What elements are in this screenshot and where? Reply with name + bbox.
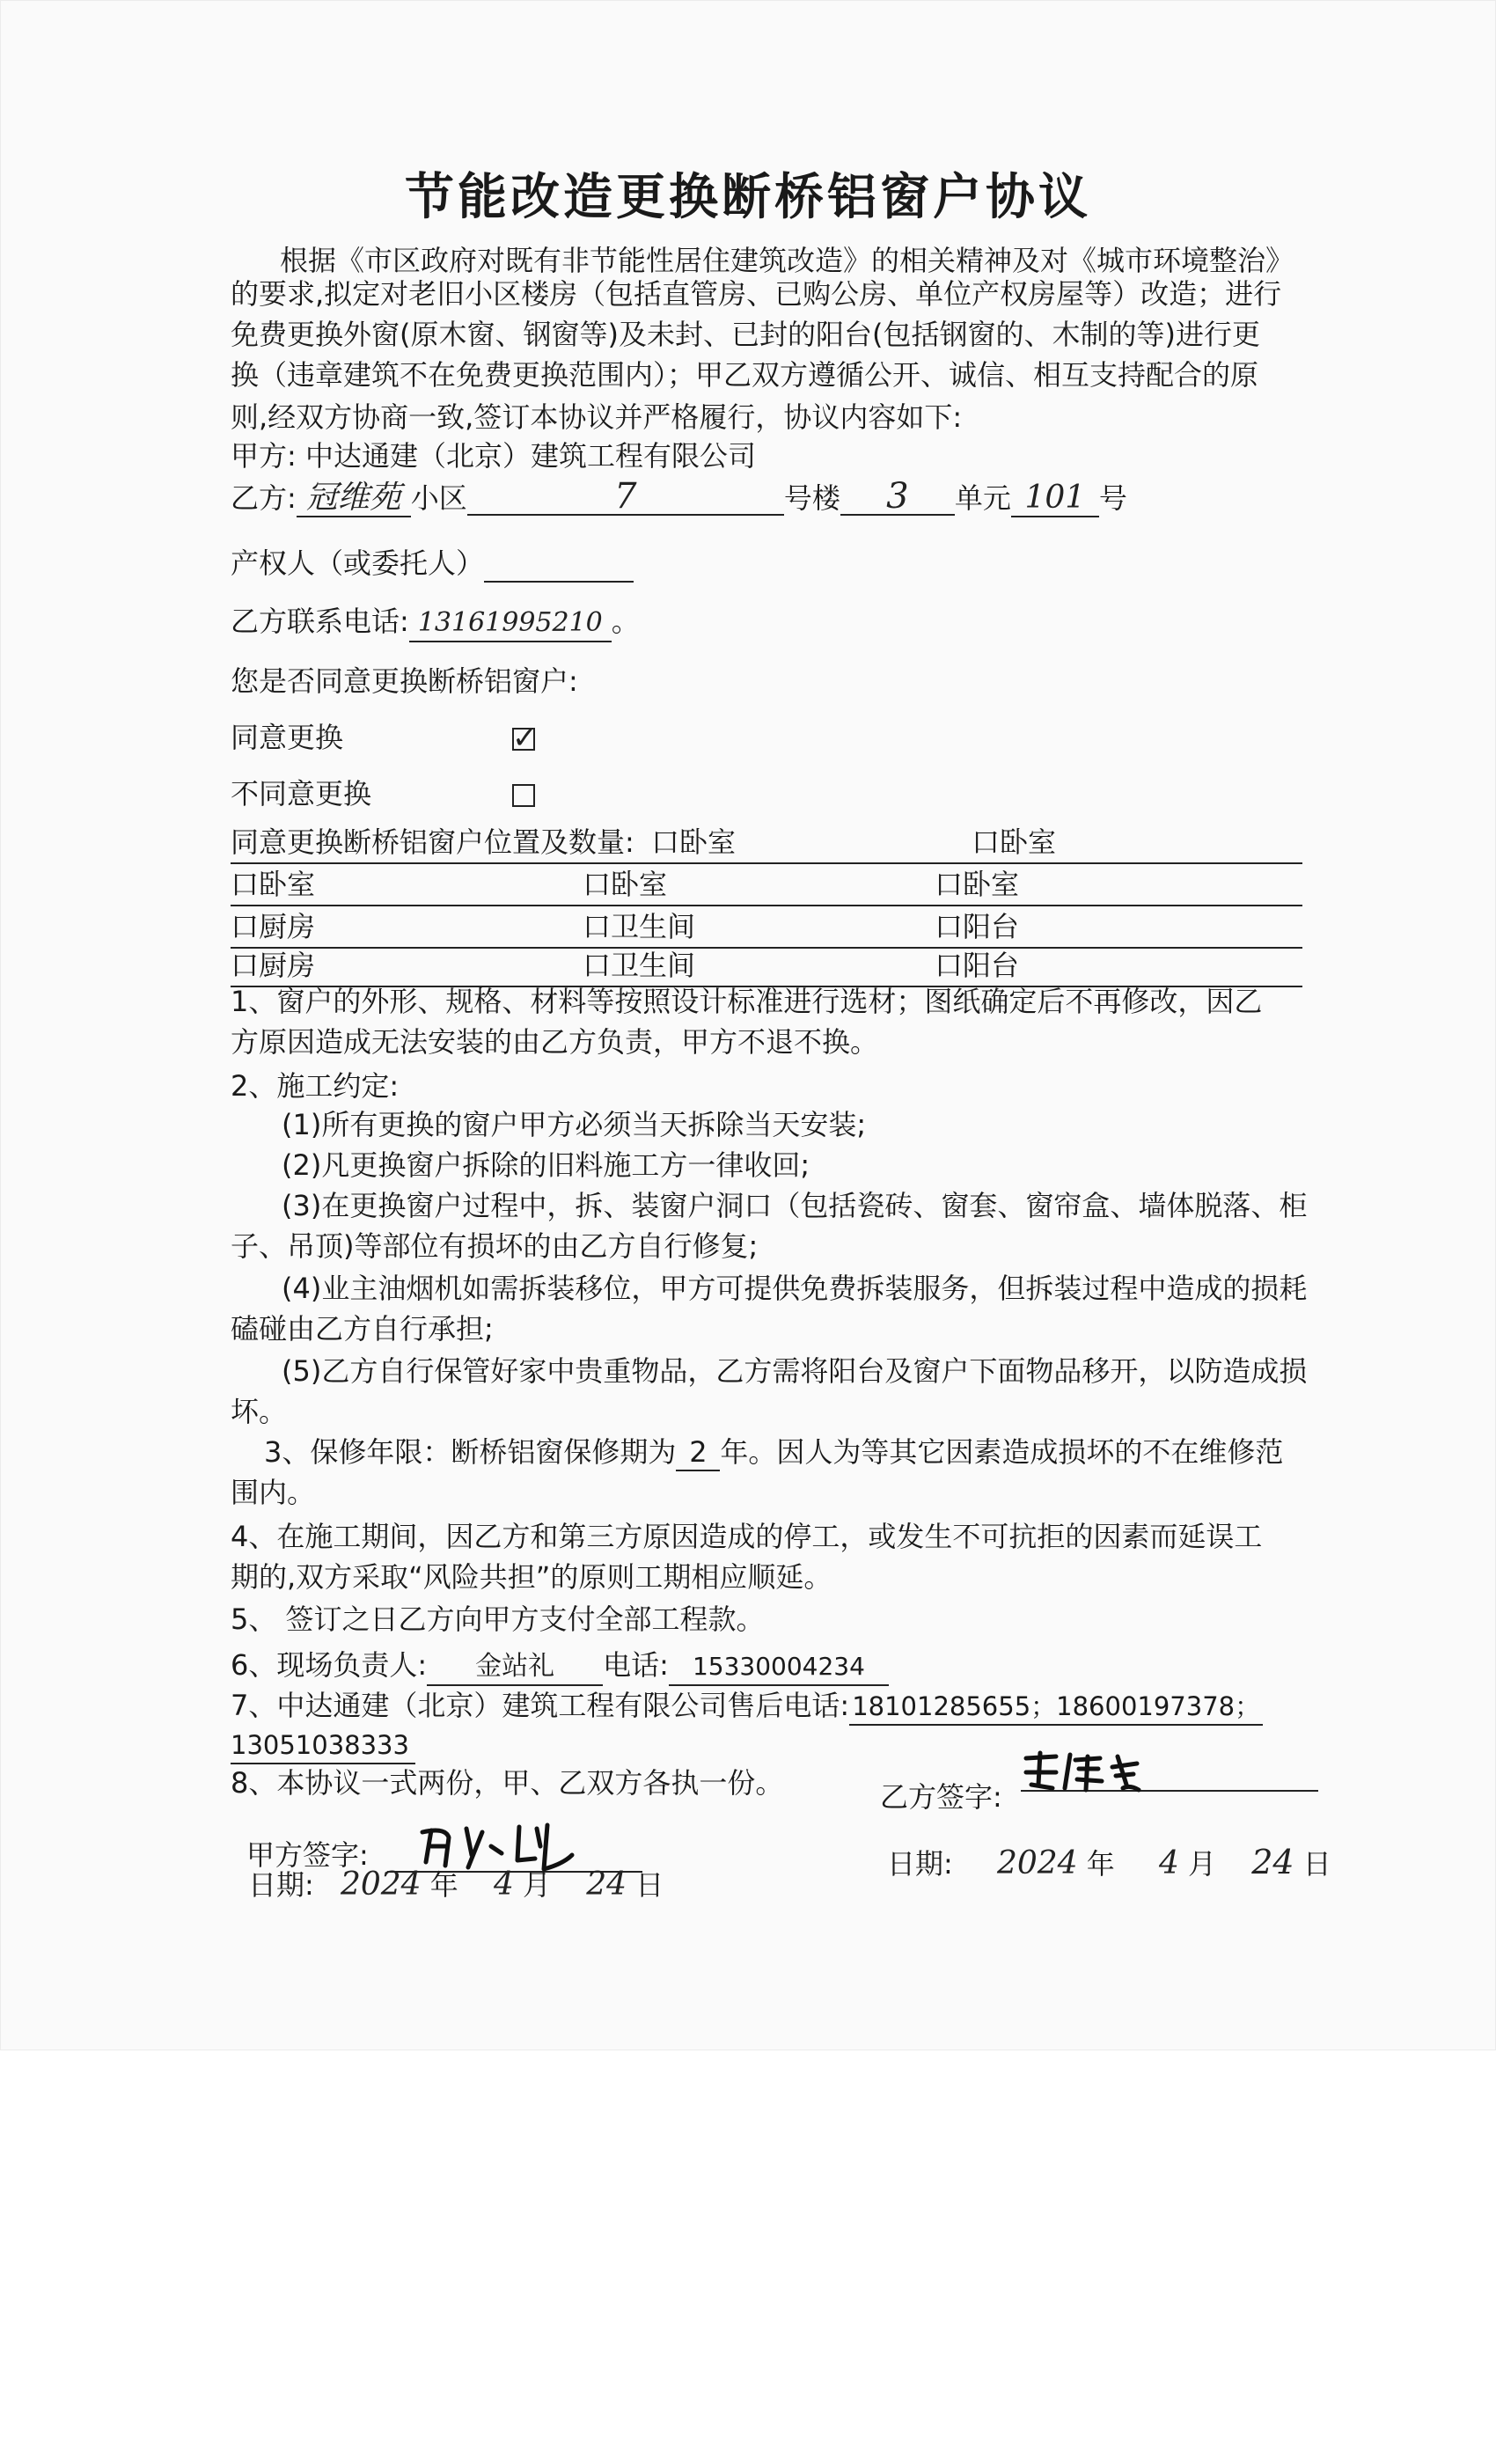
- clause-1-line: 方原因造成无法安装的由乙方负责，甲方不退不换。: [231, 1025, 879, 1059]
- intro-line: 则,经双方协商一致,签订本协议并严格履行，协议内容如下:: [231, 400, 963, 434]
- position-option[interactable]: 口卧室: [231, 868, 316, 901]
- unit-suffix: 单元: [954, 481, 1011, 515]
- clause-3-line: [264, 1429, 1283, 1475]
- clause-3-post: 年。因人为等其它因素造成损坏的不在维修范: [720, 1435, 1284, 1469]
- disagree-checkbox[interactable]: [512, 784, 535, 807]
- community-suffix: 小区: [410, 481, 467, 515]
- positions-row: [231, 906, 1302, 949]
- party-b-signature-ink: [1021, 1749, 1318, 1793]
- clause-6-line: [231, 1642, 889, 1688]
- party-b-sign-label-text: 乙方签字:: [880, 1780, 1002, 1814]
- clause-6-phone-label: 电话:: [603, 1648, 669, 1682]
- clause-2-item: (3)在更换窗户过程中，拆、装窗户洞口（包括瓷砖、窗套、窗帘盒、墙体脱落、柜: [282, 1189, 1308, 1222]
- disagree-checkbox-wrap: [512, 771, 535, 817]
- date-a-year[interactable]: 2024: [340, 1866, 422, 1903]
- intro-line: 的要求,拟定对老旧小区楼房（包括直管房、已购公房、单位产权房屋等）改造；进行: [231, 277, 1282, 311]
- clause-2-item: (2)凡更换窗户拆除的旧料施工方一律收回;: [282, 1148, 810, 1182]
- clause-8: 8、本协议一式两份，甲、乙双方各执一份。: [231, 1766, 784, 1800]
- clause-2-item-cont: 坏。: [231, 1395, 288, 1428]
- position-option[interactable]: 口卫生间: [583, 949, 696, 982]
- position-option[interactable]: 口卧室: [651, 825, 737, 859]
- date-b-line: [887, 1839, 1331, 1887]
- intro-line: 根据《市区政府对既有非节能性居住建筑改造》的相关精神及对《城市环境整治》: [280, 244, 1294, 277]
- position-option[interactable]: 口阳台: [935, 910, 1020, 943]
- clause-3-line2: 围内。: [231, 1476, 316, 1509]
- date-a-year-unit: 年: [429, 1868, 458, 1902]
- after-sales-phone-3: 13051038333: [231, 1727, 415, 1764]
- community-field[interactable]: 冠维苑: [297, 480, 411, 517]
- agree-checkbox-wrap: [512, 715, 538, 760]
- owner-line: [231, 540, 634, 586]
- intro-line: 免费更换外窗(原木窗、钢窗等)及未封、已封的阳台(包括钢窗的、木制的等)进行更: [231, 318, 1260, 351]
- date-a-day-unit: 日: [635, 1868, 664, 1902]
- site-manager-phone-field[interactable]: 15330004234: [669, 1649, 889, 1686]
- after-sales-phones: 18101285655；18600197378；: [849, 1689, 1263, 1726]
- building-field[interactable]: 7: [467, 479, 784, 516]
- party-b-label: 乙方:: [231, 481, 297, 515]
- clause-2-item: (1)所有更换的窗户甲方必须当天拆除当天安装;: [282, 1108, 867, 1141]
- position-option[interactable]: 口卧室: [935, 868, 1020, 901]
- building-suffix: 号楼: [783, 481, 840, 515]
- clause-3-pre: 3、保修年限：断桥铝窗保修期为: [264, 1435, 677, 1469]
- party-b-line: [231, 475, 1127, 521]
- clause-2-item-cont: 子、吊顶)等部位有损坏的由乙方自行修复;: [231, 1229, 759, 1263]
- clause-4-line: 4、在施工期间，因乙方和第三方原因造成的停工，或发生不可抗拒的因素而延误工: [231, 1520, 1263, 1553]
- position-option[interactable]: 口厨房: [231, 949, 316, 982]
- date-a-month[interactable]: 4: [493, 1866, 514, 1903]
- unit-field[interactable]: 3: [840, 479, 955, 516]
- agree-label: 同意更换: [231, 721, 344, 754]
- date-b-month[interactable]: 4: [1158, 1845, 1179, 1881]
- document-title: 节能改造更换断桥铝窗户协议: [405, 169, 1091, 226]
- phone-label: 乙方联系电话:: [231, 605, 409, 638]
- date-b-label: 日期:: [887, 1847, 953, 1881]
- agree-checkbox[interactable]: [512, 721, 538, 756]
- clause-6-pre: 6、现场负责人:: [231, 1648, 428, 1682]
- date-b-month-unit: 月: [1188, 1847, 1217, 1881]
- party-b-signature[interactable]: [1021, 1749, 1318, 1792]
- date-a-day[interactable]: 24: [586, 1866, 627, 1903]
- question: 您是否同意更换断桥铝窗户:: [231, 664, 578, 698]
- date-b-year[interactable]: 2024: [996, 1845, 1078, 1881]
- check-mark-icon: ✓: [512, 721, 538, 756]
- positions-label: 同意更换断桥铝窗户位置及数量:: [231, 825, 634, 859]
- date-a-month-unit: 月: [523, 1868, 552, 1902]
- party-a: 甲方: 中达通建（北京）建筑工程有限公司: [231, 439, 756, 473]
- room-suffix: 号: [1098, 481, 1127, 515]
- clause-1-line: 1、窗户的外形、规格、材料等按照设计标准进行选材；图纸确定后不再修改，因乙: [231, 985, 1263, 1018]
- owner-field[interactable]: [484, 546, 634, 583]
- positions-row: [231, 864, 1302, 906]
- clause-2-item-cont: 磕碰由乙方自行承担;: [231, 1312, 494, 1346]
- position-option[interactable]: 口卧室: [972, 825, 1057, 859]
- clause-2-item: (5)乙方自行保管好家中贵重物品，乙方需将阳台及窗户下面物品移开，以防造成损: [282, 1354, 1308, 1388]
- clause-4-line: 期的,双方采取“风险共担”的原则工期相应顺延。: [231, 1560, 832, 1594]
- clause-2-item: (4)业主油烟机如需拆装移位，甲方可提供免费拆装服务，但拆装过程中造成的损耗: [282, 1272, 1308, 1305]
- clause-5: 5、 签订之日乙方向甲方支付全部工程款。: [231, 1602, 765, 1636]
- position-option[interactable]: 口卫生间: [583, 910, 696, 943]
- position-option[interactable]: 口厨房: [231, 910, 316, 943]
- date-b-day[interactable]: 24: [1251, 1843, 1294, 1881]
- room-field[interactable]: 101: [1011, 480, 1099, 517]
- positions-row: [231, 822, 1302, 864]
- site-manager-field[interactable]: 金站礼: [427, 1649, 603, 1686]
- position-option[interactable]: 口阳台: [935, 949, 1020, 982]
- warranty-years-field[interactable]: 2: [676, 1434, 720, 1471]
- phone-field[interactable]: 13161995210: [409, 605, 612, 642]
- intro-line: 换（违章建筑不在免费更换范围内）；甲乙双方遵循公开、诚信、相互支持配合的原: [231, 358, 1259, 392]
- date-a-label: 日期:: [248, 1868, 314, 1902]
- phone-line: [231, 598, 640, 644]
- date-a-line: [248, 1862, 664, 1908]
- position-option[interactable]: 口卧室: [583, 868, 668, 901]
- date-b-year-unit: 年: [1086, 1847, 1115, 1881]
- phone-period: 。: [611, 605, 640, 638]
- owner-label: 产权人（或委托人）: [231, 546, 485, 580]
- clause-2-title: 2、施工约定:: [231, 1069, 400, 1103]
- disagree-label: 不同意更换: [231, 777, 372, 810]
- date-b-day-unit: 日: [1302, 1847, 1331, 1881]
- clause-7-pre: 7、中达通建（北京）建筑工程有限公司售后电话:: [231, 1689, 850, 1722]
- party-a-sign-label: 甲方签字:: [246, 1838, 369, 1872]
